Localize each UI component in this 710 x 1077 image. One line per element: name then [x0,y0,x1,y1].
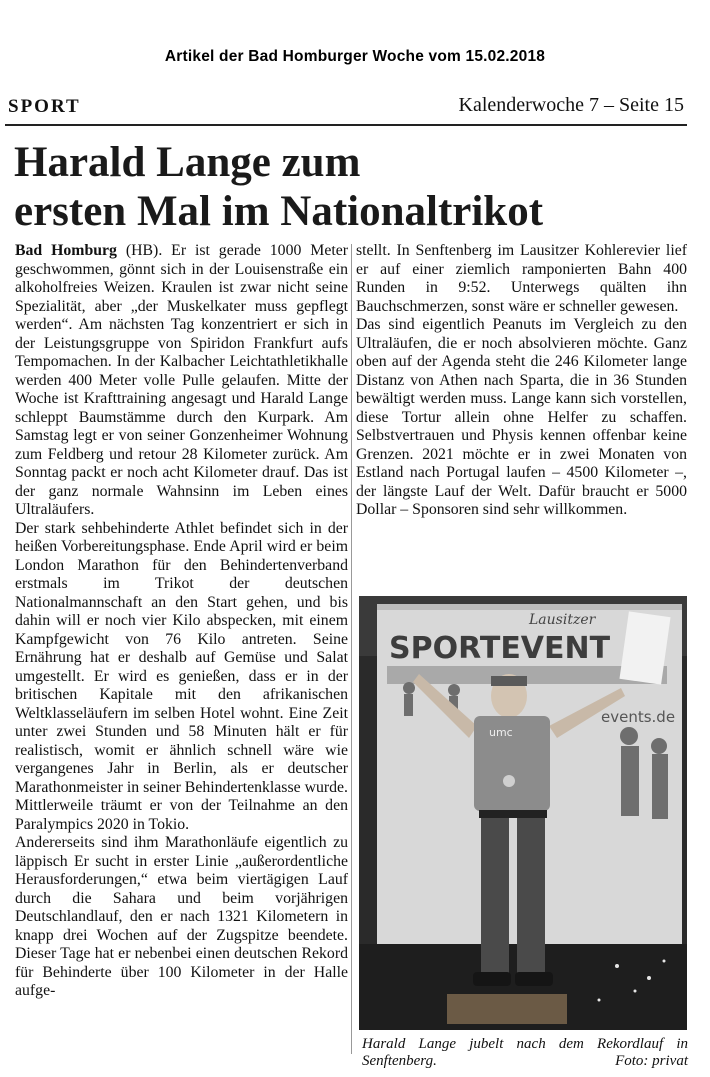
paragraph: stellt. In Senftenberg im Lausitzer Kohlerevier lief er auf einer ziemlich ramponierten Bahn 400 Runden in 9:52. Unterwegs quälten ihn Bauchschmerzen, sonst wäre er schneller gewesen. [356,242,687,315]
issue-label: Kalenderwoche 7 – Seite 15 [458,94,684,116]
headline-line-1: Harald Lange zum [14,139,361,186]
article-column-right [356,242,687,520]
dateline: Bad Homburg [15,242,117,259]
header-rule [5,124,687,126]
headline-line-2: ersten Mal im Nationaltrikot [14,188,544,235]
paragraph: Das sind eigentlich Peanuts im Vergleich zu den Ultraläufen, die er noch absolvieren möchte. Ganz oben auf der Agenda steht die 246 Kilometer lange Distanz von Athen nach Sparta, die in 36 Stunden bewältigt werden muss. Lange kann sich vorstellen, diese Tortur allein ohne Helfer zu schaffen. Selbstvertrauen und Physis kennen offenbar keine Grenzen. 2021 möchte er in zwei Monaten von Estland nach Portugal laufen – 4500 Kilometer –, der längste Lauf der Welt. Dafür braucht er 5000 Dollar – Sponsoren sind sehr willkommen. [356,316,687,518]
photo-credit: Foto: privat [615,1053,688,1069]
paragraph: Andererseits sind ihm Marathonläufe eigentlich zu läppisch Er sucht in erster Linie „außerordentliche Herausforderungen,“ etwa beim viertägigen Lauf durch die Sahara und beim vorjährigen Deutschlandlauf, den er nach 1321 Kilometern in knapp drei Wochen auf der Zugspitze beendete. Dieser Tage hat er nebenbei einen deutschen Rekord für Behinderte über 100 Kilometer in der Halle aufge- [15,834,348,999]
paragraph: Der stark sehbehinderte Athlet befindet sich in der heißen Vorbereitungsphase. Ende April wird er beim London Marathon für den Behindertenverband erstmals im Trikot der deutschen Nationalmannschaft an den Start gehen, und bis dahin will er noch vier Kilo abspecken, mit einem Kampfgewicht von 76 Kilo antreten. Seine Ernährung hat er deshalb auf Gemüse und Salat umgestellt. Er wird es genießen, dass er in der britischen Kapitale mit den afrikanischen Weltklasseläufern im selben Hotel wohnt. Eine Zeit unter zwei Stunden und 58 Minuten hält er für realistisch, womit er ähnlich schnell wäre wie vergangenes Jahr in Berlin, als er deutscher Marathonmeister in seiner Behindertenklasse wurde. Mittlerweile träumt er von der Teilnahme an den Paralympics 2020 in Tokio. [15,519,348,833]
photo-caption [362,1036,688,1070]
section-label: SPORT [8,96,81,117]
paragraph [15,242,348,520]
article-column-left [15,242,348,1001]
caption-text: Harald Lange jubelt nach dem Rekordlauf in Senftenberg. [362,1036,688,1069]
source-line: Artikel der Bad Homburger Woche vom 15.02.2018 [164,48,546,65]
shirt-text: umc [489,726,513,739]
paragraph-text: (HB). Er ist gerade 1000 Meter geschwommen, gönnt sich in der Louisenstraße ein alkoholfreies Weizen. Kraulen ist zwar nicht seine Spezialität, aber „der Muskelkater muss gepflegt werden“. Am nächsten Tag konzentriert er sich in der Leistungsgruppe von Spiridon Frankfurt aufs Tempomachen. In der Kalbacher Leichtathletikhalle werden 400 Meter volle Pulle gelaufen. Mitte der Woche ist Krafttraining angesagt und Harald Lange schleppt Baumstämme durch den Kurpark. Am Samstag legt er von seiner Gonzenheimer Wohnung zum Feldberg und retour 28 Kilometer zurück. Am Sonntag packt er noch acht Kilometer drauf. Das ist der ganz normale Wahnsinn im Leben eines Ultraläufers. [15,242,348,518]
headline [14,138,684,236]
article-photo [359,596,687,1030]
photo-illustration [359,596,687,1030]
column-divider [351,244,352,1054]
banner-url-text: events.de [601,708,676,726]
banner-script-text: Lausitzer [529,612,596,628]
banner-main-text: SPORTEVENT [389,631,611,666]
